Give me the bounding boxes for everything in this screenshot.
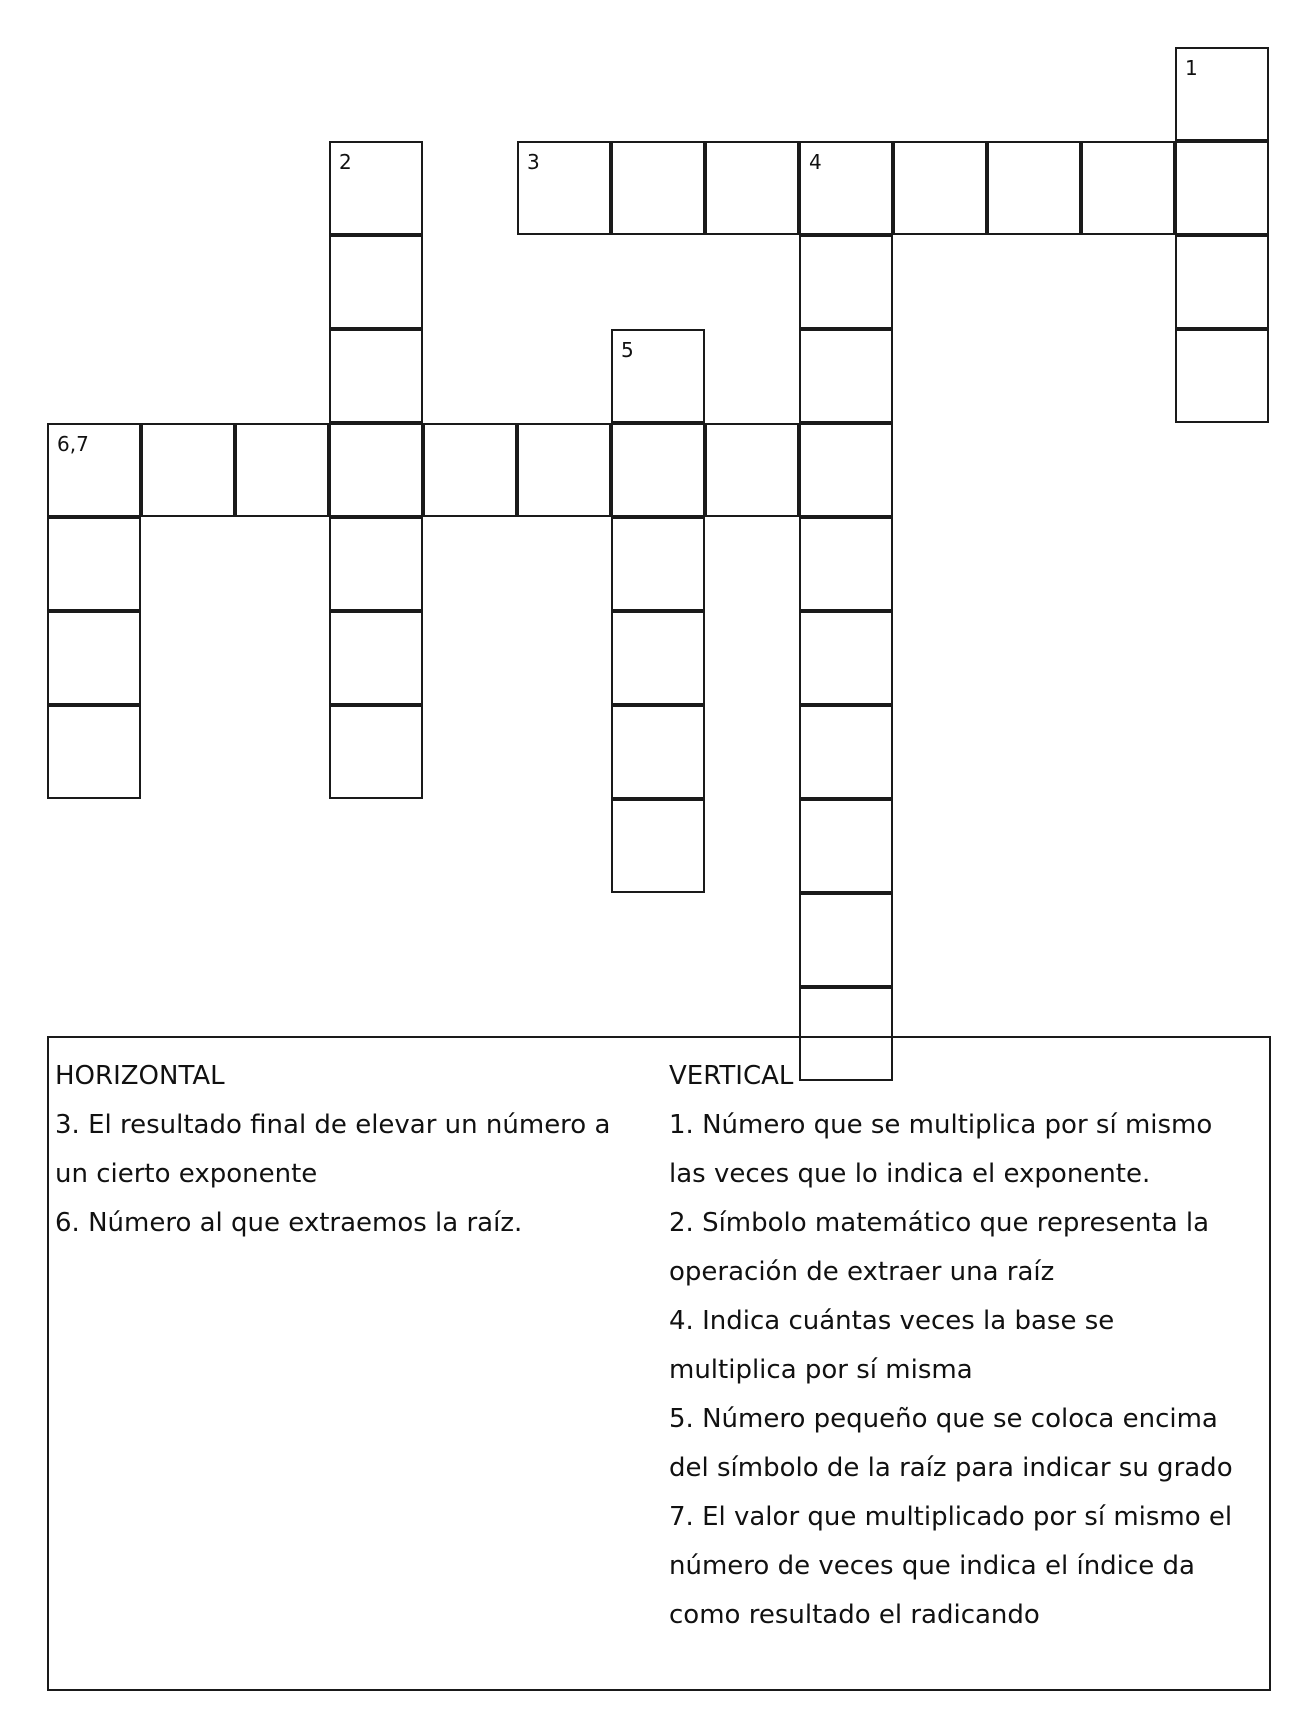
crossword-cell[interactable] [1175, 329, 1269, 423]
crossword-cell[interactable] [329, 423, 423, 517]
vertical-heading: VERTICAL [669, 1061, 794, 1091]
crossword-cell[interactable] [611, 141, 705, 235]
crossword-cell[interactable] [799, 423, 893, 517]
crossword-cell[interactable] [987, 141, 1081, 235]
crossword-cell[interactable] [1175, 141, 1269, 235]
cell-1[interactable] [1175, 47, 1269, 141]
crossword-cell[interactable] [329, 705, 423, 799]
clue-v-7: 7. El valor que multiplicado por sí mismo el número de veces que indica el índice da como resultado el radicando [669, 1502, 1233, 1630]
crossword-cell[interactable] [799, 517, 893, 611]
crossword-cell[interactable] [329, 517, 423, 611]
clue-v-2: 2. Símbolo matemático que representa la operación de extraer una raíz [669, 1208, 1210, 1287]
crossword-cell[interactable] [47, 611, 141, 705]
crossword-cell[interactable] [611, 611, 705, 705]
crossword-cell[interactable] [423, 423, 517, 517]
clue-number: 1 [1185, 56, 1198, 80]
crossword-cell[interactable] [799, 611, 893, 705]
clue-number: 6,7 [57, 432, 89, 456]
clue-h-6: 6. Número al que extraemos la raíz. [55, 1208, 523, 1238]
cell-4[interactable] [799, 141, 893, 235]
clue-h-3: 3. El resultado final de elevar un número a un cierto exponente [55, 1110, 611, 1189]
crossword-cell[interactable] [893, 141, 987, 235]
clue-number: 5 [621, 338, 634, 362]
clues-box [47, 1036, 1271, 1691]
crossword-cell[interactable] [611, 423, 705, 517]
crossword-cell[interactable] [47, 517, 141, 611]
crossword-cell[interactable] [611, 517, 705, 611]
crossword-cell[interactable] [517, 423, 611, 517]
crossword-cell[interactable] [705, 423, 799, 517]
crossword-cell[interactable] [611, 705, 705, 799]
crossword-cell[interactable] [329, 611, 423, 705]
crossword-cell[interactable] [329, 235, 423, 329]
cell-2[interactable] [329, 141, 423, 235]
crossword-cell[interactable] [705, 141, 799, 235]
crossword-cell[interactable] [141, 423, 235, 517]
crossword-cell[interactable] [799, 893, 893, 987]
clue-number: 4 [809, 150, 822, 174]
crossword-cell[interactable] [1081, 141, 1175, 235]
crossword-cell[interactable] [329, 329, 423, 423]
clue-number: 2 [339, 150, 352, 174]
horizontal-clues [55, 1052, 655, 1248]
horizontal-heading: HORIZONTAL [55, 1061, 225, 1091]
vertical-clues [669, 1052, 1269, 1640]
crossword-cell[interactable] [611, 799, 705, 893]
cell-6-7[interactable] [47, 423, 141, 517]
clue-number: 3 [527, 150, 540, 174]
crossword-cell[interactable] [799, 235, 893, 329]
crossword-cell[interactable] [1175, 235, 1269, 329]
cell-5[interactable] [611, 329, 705, 423]
cell-3[interactable] [517, 141, 611, 235]
crossword-cell[interactable] [47, 705, 141, 799]
clue-v-1: 1. Número que se multiplica por sí mismo las veces que lo indica el exponente. [669, 1110, 1213, 1189]
crossword-cell[interactable] [799, 705, 893, 799]
crossword-cell[interactable] [799, 329, 893, 423]
crossword-cell[interactable] [235, 423, 329, 517]
crossword-cell[interactable] [799, 799, 893, 893]
clue-v-4: 4. Indica cuántas veces la base se multiplica por sí misma [669, 1306, 1115, 1385]
clue-v-5: 5. Número pequeño que se coloca encima del símbolo de la raíz para indicar su grado [669, 1404, 1233, 1483]
